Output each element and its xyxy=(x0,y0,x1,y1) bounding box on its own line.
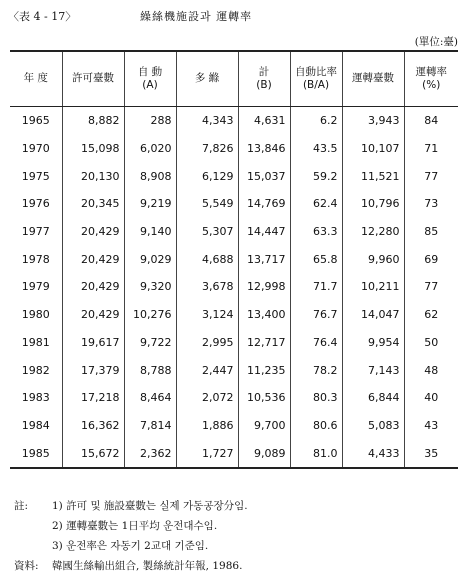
cell-rate: 69 xyxy=(404,245,458,273)
cell-auto: 2,362 xyxy=(124,439,176,468)
cell-ratio: 80.3 xyxy=(290,384,342,412)
cell-permit: 20,429 xyxy=(62,218,124,246)
col-header-permit: 許可臺數 xyxy=(62,51,124,107)
table-row xyxy=(10,135,458,163)
cell-operating: 11,521 xyxy=(342,162,404,190)
cell-total: 14,447 xyxy=(238,218,290,246)
cell-operating: 4,433 xyxy=(342,439,404,468)
cell-year: 1981 xyxy=(21,335,50,349)
cell-permit: 19,617 xyxy=(62,329,124,357)
note-3: 3) 운전率은 자동기 2교대 기준임. xyxy=(52,540,209,552)
cell-multi: 1,727 xyxy=(176,439,238,468)
col-header-year: 年 度 xyxy=(10,51,62,107)
table-label: 〈表 4 - 17〉 xyxy=(8,10,77,23)
cell-ratio: 63.3 xyxy=(290,218,342,246)
cell-permit: 17,379 xyxy=(62,356,124,384)
cell-year: 1982 xyxy=(21,363,50,377)
cell-total: 15,037 xyxy=(238,162,290,190)
source-note: 資料: 韓國生絲輸出組合, 製絲統計年報, 1986. xyxy=(14,560,243,572)
cell-ratio: 6.2 xyxy=(290,107,342,135)
cell-operating: 14,047 xyxy=(342,301,404,329)
cell-rate: 73 xyxy=(404,190,458,218)
table-row xyxy=(10,245,458,273)
cell-permit: 16,362 xyxy=(62,412,124,440)
cell-permit: 20,429 xyxy=(62,273,124,301)
cell-ratio: 76.4 xyxy=(290,329,342,357)
col-header-operating: 運轉臺數 xyxy=(342,51,404,107)
col-header-auto: 自 動 (A) xyxy=(124,51,176,107)
cell-operating: 9,954 xyxy=(342,329,404,357)
col-header-multi: 多 縧 xyxy=(176,51,238,107)
col-header-ratio: 自動比率 (B/A) xyxy=(290,51,342,107)
cell-operating: 5,083 xyxy=(342,412,404,440)
cell-multi: 4,688 xyxy=(176,245,238,273)
cell-year: 1970 xyxy=(21,142,50,156)
cell-rate: 43 xyxy=(404,412,458,440)
cell-multi: 6,129 xyxy=(176,162,238,190)
table-row xyxy=(10,439,458,468)
table-row xyxy=(10,329,458,357)
cell-total: 12,998 xyxy=(238,273,290,301)
cell-total: 11,235 xyxy=(238,356,290,384)
cell-ratio: 71.7 xyxy=(290,273,342,301)
cell-rate: 71 xyxy=(404,135,458,163)
cell-ratio: 81.0 xyxy=(290,439,342,468)
cell-rate: 62 xyxy=(404,301,458,329)
cell-permit: 20,345 xyxy=(62,190,124,218)
cell-total: 13,846 xyxy=(238,135,290,163)
cell-rate: 35 xyxy=(404,439,458,468)
cell-total: 9,700 xyxy=(238,412,290,440)
cell-auto: 10,276 xyxy=(124,301,176,329)
table-row xyxy=(10,190,458,218)
cell-ratio: 78.2 xyxy=(290,356,342,384)
cell-multi: 3,124 xyxy=(176,301,238,329)
cell-multi: 5,549 xyxy=(176,190,238,218)
cell-multi: 2,072 xyxy=(176,384,238,412)
header-row xyxy=(10,51,458,107)
table-row xyxy=(10,218,458,246)
cell-permit: 20,429 xyxy=(62,245,124,273)
cell-permit: 15,098 xyxy=(62,135,124,163)
cell-year: 1983 xyxy=(21,391,50,405)
table-row xyxy=(10,301,458,329)
cell-multi: 1,886 xyxy=(176,412,238,440)
table-row xyxy=(10,356,458,384)
cell-multi: 4,343 xyxy=(176,107,238,135)
cell-total: 13,400 xyxy=(238,301,290,329)
cell-multi: 3,678 xyxy=(176,273,238,301)
cell-permit: 8,882 xyxy=(62,107,124,135)
cell-multi: 5,307 xyxy=(176,218,238,246)
cell-auto: 9,140 xyxy=(124,218,176,246)
table-row xyxy=(10,107,458,135)
data-table xyxy=(10,50,458,469)
cell-operating: 10,107 xyxy=(342,135,404,163)
cell-auto: 7,814 xyxy=(124,412,176,440)
cell-year: 1978 xyxy=(21,252,50,266)
cell-multi: 7,826 xyxy=(176,135,238,163)
cell-year: 1976 xyxy=(21,197,50,211)
cell-total: 12,717 xyxy=(238,329,290,357)
cell-auto: 9,029 xyxy=(124,245,176,273)
cell-auto: 8,788 xyxy=(124,356,176,384)
cell-operating: 3,943 xyxy=(342,107,404,135)
cell-auto: 8,464 xyxy=(124,384,176,412)
col-header-rate: 運轉率 (%) xyxy=(404,51,458,107)
cell-permit: 20,130 xyxy=(62,162,124,190)
cell-year: 1980 xyxy=(21,308,50,322)
table-body xyxy=(10,107,458,468)
cell-total: 13,717 xyxy=(238,245,290,273)
cell-operating: 6,844 xyxy=(342,384,404,412)
cell-auto: 9,320 xyxy=(124,273,176,301)
cell-ratio: 76.7 xyxy=(290,301,342,329)
cell-auto: 9,219 xyxy=(124,190,176,218)
cell-auto: 288 xyxy=(124,107,176,135)
unit-label: (單位:臺) xyxy=(414,36,458,48)
cell-operating: 10,211 xyxy=(342,273,404,301)
cell-year: 1979 xyxy=(21,280,50,294)
cell-rate: 50 xyxy=(404,329,458,357)
cell-rate: 84 xyxy=(404,107,458,135)
note-2: 2) 運轉臺數는 1日平均 운전대수임. xyxy=(52,520,218,532)
cell-rate: 77 xyxy=(404,273,458,301)
cell-permit: 20,429 xyxy=(62,301,124,329)
cell-rate: 77 xyxy=(404,162,458,190)
cell-year: 1965 xyxy=(21,114,50,128)
cell-operating: 10,796 xyxy=(342,190,404,218)
cell-rate: 48 xyxy=(404,356,458,384)
cell-operating: 12,280 xyxy=(342,218,404,246)
cell-auto: 9,722 xyxy=(124,329,176,357)
cell-permit: 15,672 xyxy=(62,439,124,468)
title-row xyxy=(8,8,462,26)
notes xyxy=(14,496,248,576)
table-row xyxy=(10,412,458,440)
table-row xyxy=(10,273,458,301)
cell-auto: 6,020 xyxy=(124,135,176,163)
note-1: 註: 1) 許可 및 施設臺數는 실제 가동공장分임. xyxy=(14,500,248,512)
cell-operating: 7,143 xyxy=(342,356,404,384)
cell-year: 1975 xyxy=(21,169,50,183)
cell-total: 10,536 xyxy=(238,384,290,412)
cell-year: 1977 xyxy=(21,225,50,239)
cell-total: 14,769 xyxy=(238,190,290,218)
table-row xyxy=(10,384,458,412)
cell-multi: 2,447 xyxy=(176,356,238,384)
cell-auto: 8,908 xyxy=(124,162,176,190)
cell-ratio: 59.2 xyxy=(290,162,342,190)
cell-operating: 9,960 xyxy=(342,245,404,273)
cell-ratio: 62.4 xyxy=(290,190,342,218)
col-header-total: 計 (B) xyxy=(238,51,290,107)
cell-ratio: 80.6 xyxy=(290,412,342,440)
cell-rate: 85 xyxy=(404,218,458,246)
cell-permit: 17,218 xyxy=(62,384,124,412)
table-row xyxy=(10,162,458,190)
table-title: 繰絲機施設과 運轉率 xyxy=(140,10,253,23)
cell-year: 1985 xyxy=(10,439,62,468)
cell-multi: 2,995 xyxy=(176,329,238,357)
cell-total: 9,089 xyxy=(238,439,290,468)
cell-year: 1984 xyxy=(21,418,50,432)
cell-ratio: 43.5 xyxy=(290,135,342,163)
cell-ratio: 65.8 xyxy=(290,245,342,273)
cell-rate: 40 xyxy=(404,384,458,412)
cell-total: 4,631 xyxy=(238,107,290,135)
